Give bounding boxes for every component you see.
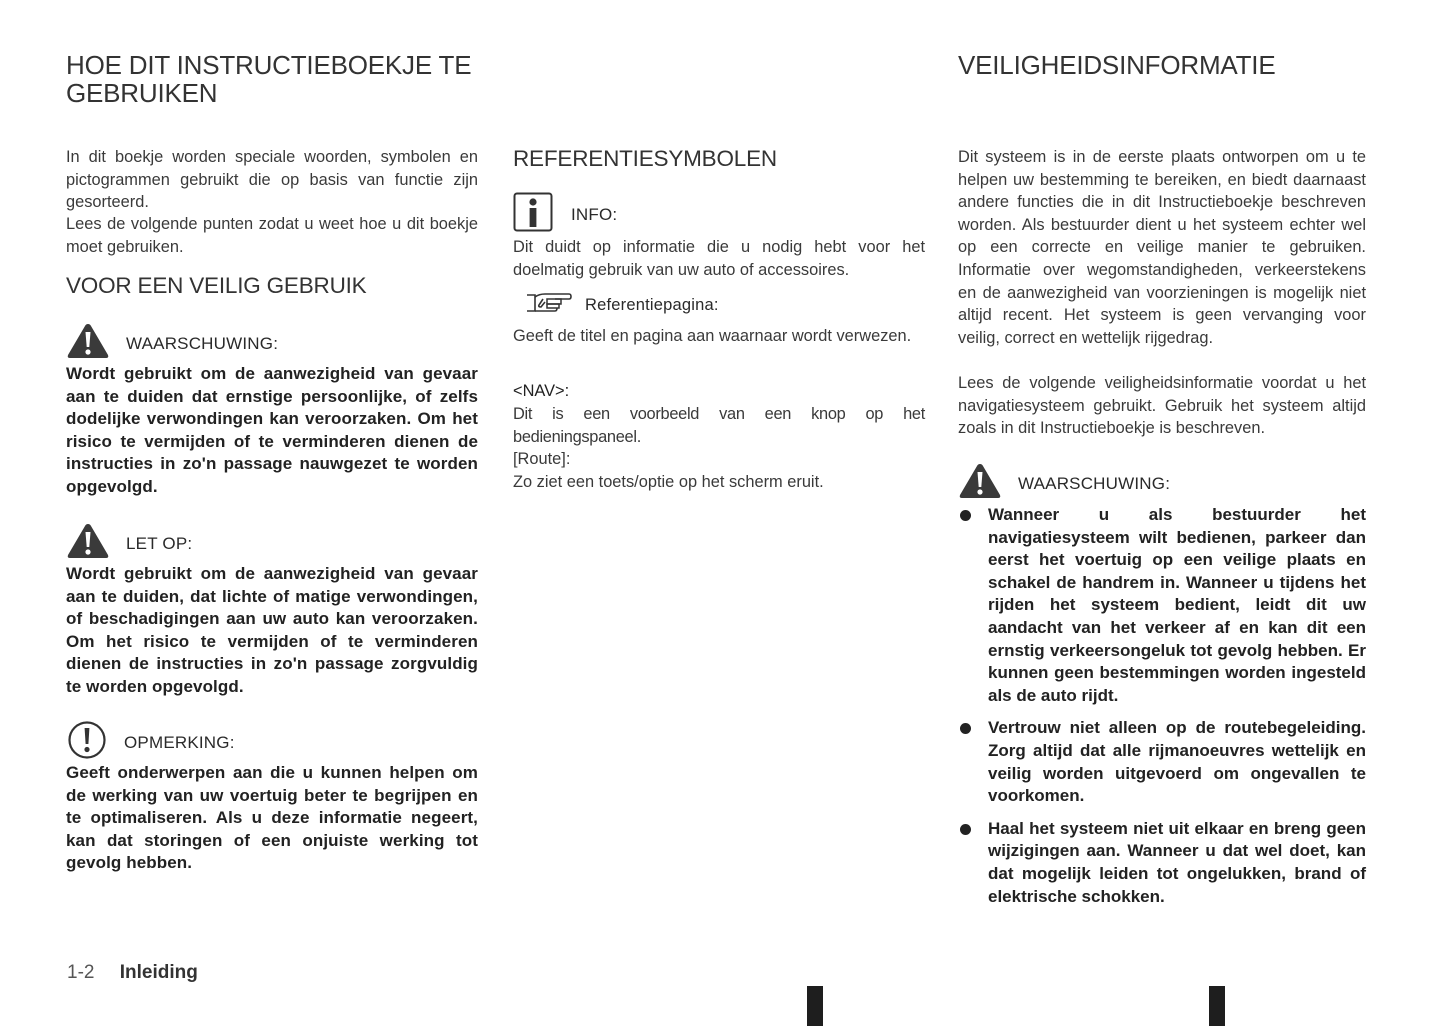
list-item [958,818,1366,908]
intro-paragraph: In dit boekje worden speciale woorden, symbolen en pictogrammen gebruikt die op basis van functie zijn gesorteerd. [66,148,478,212]
warning-triangle-icon [66,522,110,565]
warning-text: Wordt gebruikt om de aanwezigheid van gevaar aan te duiden dat ernstige persoonlijke, of zelfs dodelijke verwondingen kan veroorzaken. Om het risico te vermijden of te verminderen dienen de instructies in zo'n passage nauwgezet te worden opgevolgd. [66,364,478,496]
bullet-text: Wanneer u als bestuurder het navigatiesysteem wilt bedienen, parkeer dan eerst het voertuig op een veilige plaats en schakel de handrem in. Wanneer u tijdens het rijden het systeem bedient, leidt dit uw aandacht van het verkeer af en kan dit een ernstig verkeersongeluk tot gevolg hebben. Er kunnen geen bestemmingen worden ingesteld als de auto rijdt. [988,505,1366,705]
bullet-icon [960,510,971,521]
safety-warning-heading [958,462,1170,505]
remark-text: Geeft onderwerpen aan die u kunnen helpen om de werking van uw voertuig beter te begrijpen en te optimaliseren. Als u deze informatie negeert, kan dat storingen of een onjuiste werking tot gevolg hebben. [66,763,478,873]
warning-triangle-icon [66,322,110,365]
info-heading [513,192,617,237]
pointing-hand-icon [525,291,573,320]
thumb-index-marker [1209,986,1225,1026]
caution-text: Wordt gebruikt om de aanwezigheid van gevaar aan te duiden, dat lichte of matige verwondingen, of beschadigingen aan uw auto kan veroorzaken. Om het risico te vermijden of te verminderen dienen de instructies in zo'n passage zorgvuldig te worden opgevolgd. [66,564,478,696]
page-number: 1-2 [67,962,95,983]
caution-heading [66,522,192,565]
list-item [958,504,1366,707]
nav-text: Dit is een voorbeeld van een knop op het bedieningspaneel. [513,405,925,446]
safety-warning-label: WAARSCHUWING: [1018,473,1171,493]
remark-heading [66,720,235,765]
safety-intro-paragraph: Dit systeem is in de eerste plaats ontworpen om u te helpen uw bestemming te bereiken, en biedt daarnaast andere functies die in dit Instructieboekje beschreven worden. Als bestuurder dient u het systeem echter wel op een correcte en veilige manier te gebruiken. Informatie over wegomstandigheden, verkeerstekens en de aanwezigheid van voorzieningen is mogelijk niet altijd recent. Het systeem is geen vervanging voor veilig, correct en wettelijk rijgedrag. [958,148,1366,347]
bullet-icon [960,723,971,734]
route-label: [Route]: [513,450,571,468]
remark-label: OPMERKING: [124,732,235,752]
reference-page-label: Referentiepagina: [585,296,719,314]
bullet-icon [960,824,971,835]
reference-page-text: Geeft de titel en pagina aan waarnaar wordt verwezen. [513,327,912,345]
thumb-index-marker [807,986,823,1026]
safety-intro-paragraph-2: Lees de volgende veiligheidsinformatie voordat u het navigatiesysteem gebruikt. Gebruik het systeem altijd zoals in dit Instructieboekje is beschreven. [958,374,1366,438]
list-item [958,717,1366,807]
intro-paragraph-2: Lees de volgende punten zodat u weet hoe u dit boekje moet gebruiken. [66,215,478,256]
warning-triangle-icon [958,462,1002,505]
warning-heading [66,322,278,365]
safety-warning-list [958,504,1366,918]
info-box-icon [513,192,553,237]
section-name: Inleiding [119,962,198,983]
safety-info-title: VEILIGHEIDSINFORMATIE [958,50,1276,80]
bullet-text: Vertrouw niet alleen op de routebegeleiding. Zorg altijd dat alle rijmanoeuvres wettelijk en veilig worden uitgevoerd om ongevallen te voorkomen. [988,718,1366,806]
reference-page-heading [525,291,719,320]
exclamation-circle-icon [66,720,108,765]
route-text: Zo ziet een toets/optie op het scherm eruit. [513,473,824,491]
nav-label: <NAV>: [513,382,570,400]
page-footer [67,962,198,984]
info-text: Dit duidt op informatie die u nodig hebt voor het doelmatig gebruik van uw auto of accessoires. [513,238,925,279]
bullet-text: Haal het systeem niet uit elkaar en breng geen wijzigingen aan. Wanneer u dat wel doet, kan dat mogelijk leiden tot ongelukken, brand of elektrische schokken. [988,818,1366,906]
page-title: HOE DIT INSTRUCTIEBOEKJE TE GEBRUIKEN [66,50,472,108]
warning-label: WAARSCHUWING: [126,333,279,353]
info-label: INFO: [571,204,618,224]
safe-use-heading: VOOR EEN VEILIG GEBRUIK [66,273,367,298]
reference-symbols-heading: REFERENTIESYMBOLEN [513,146,777,171]
caution-label: LET OP: [126,533,193,553]
